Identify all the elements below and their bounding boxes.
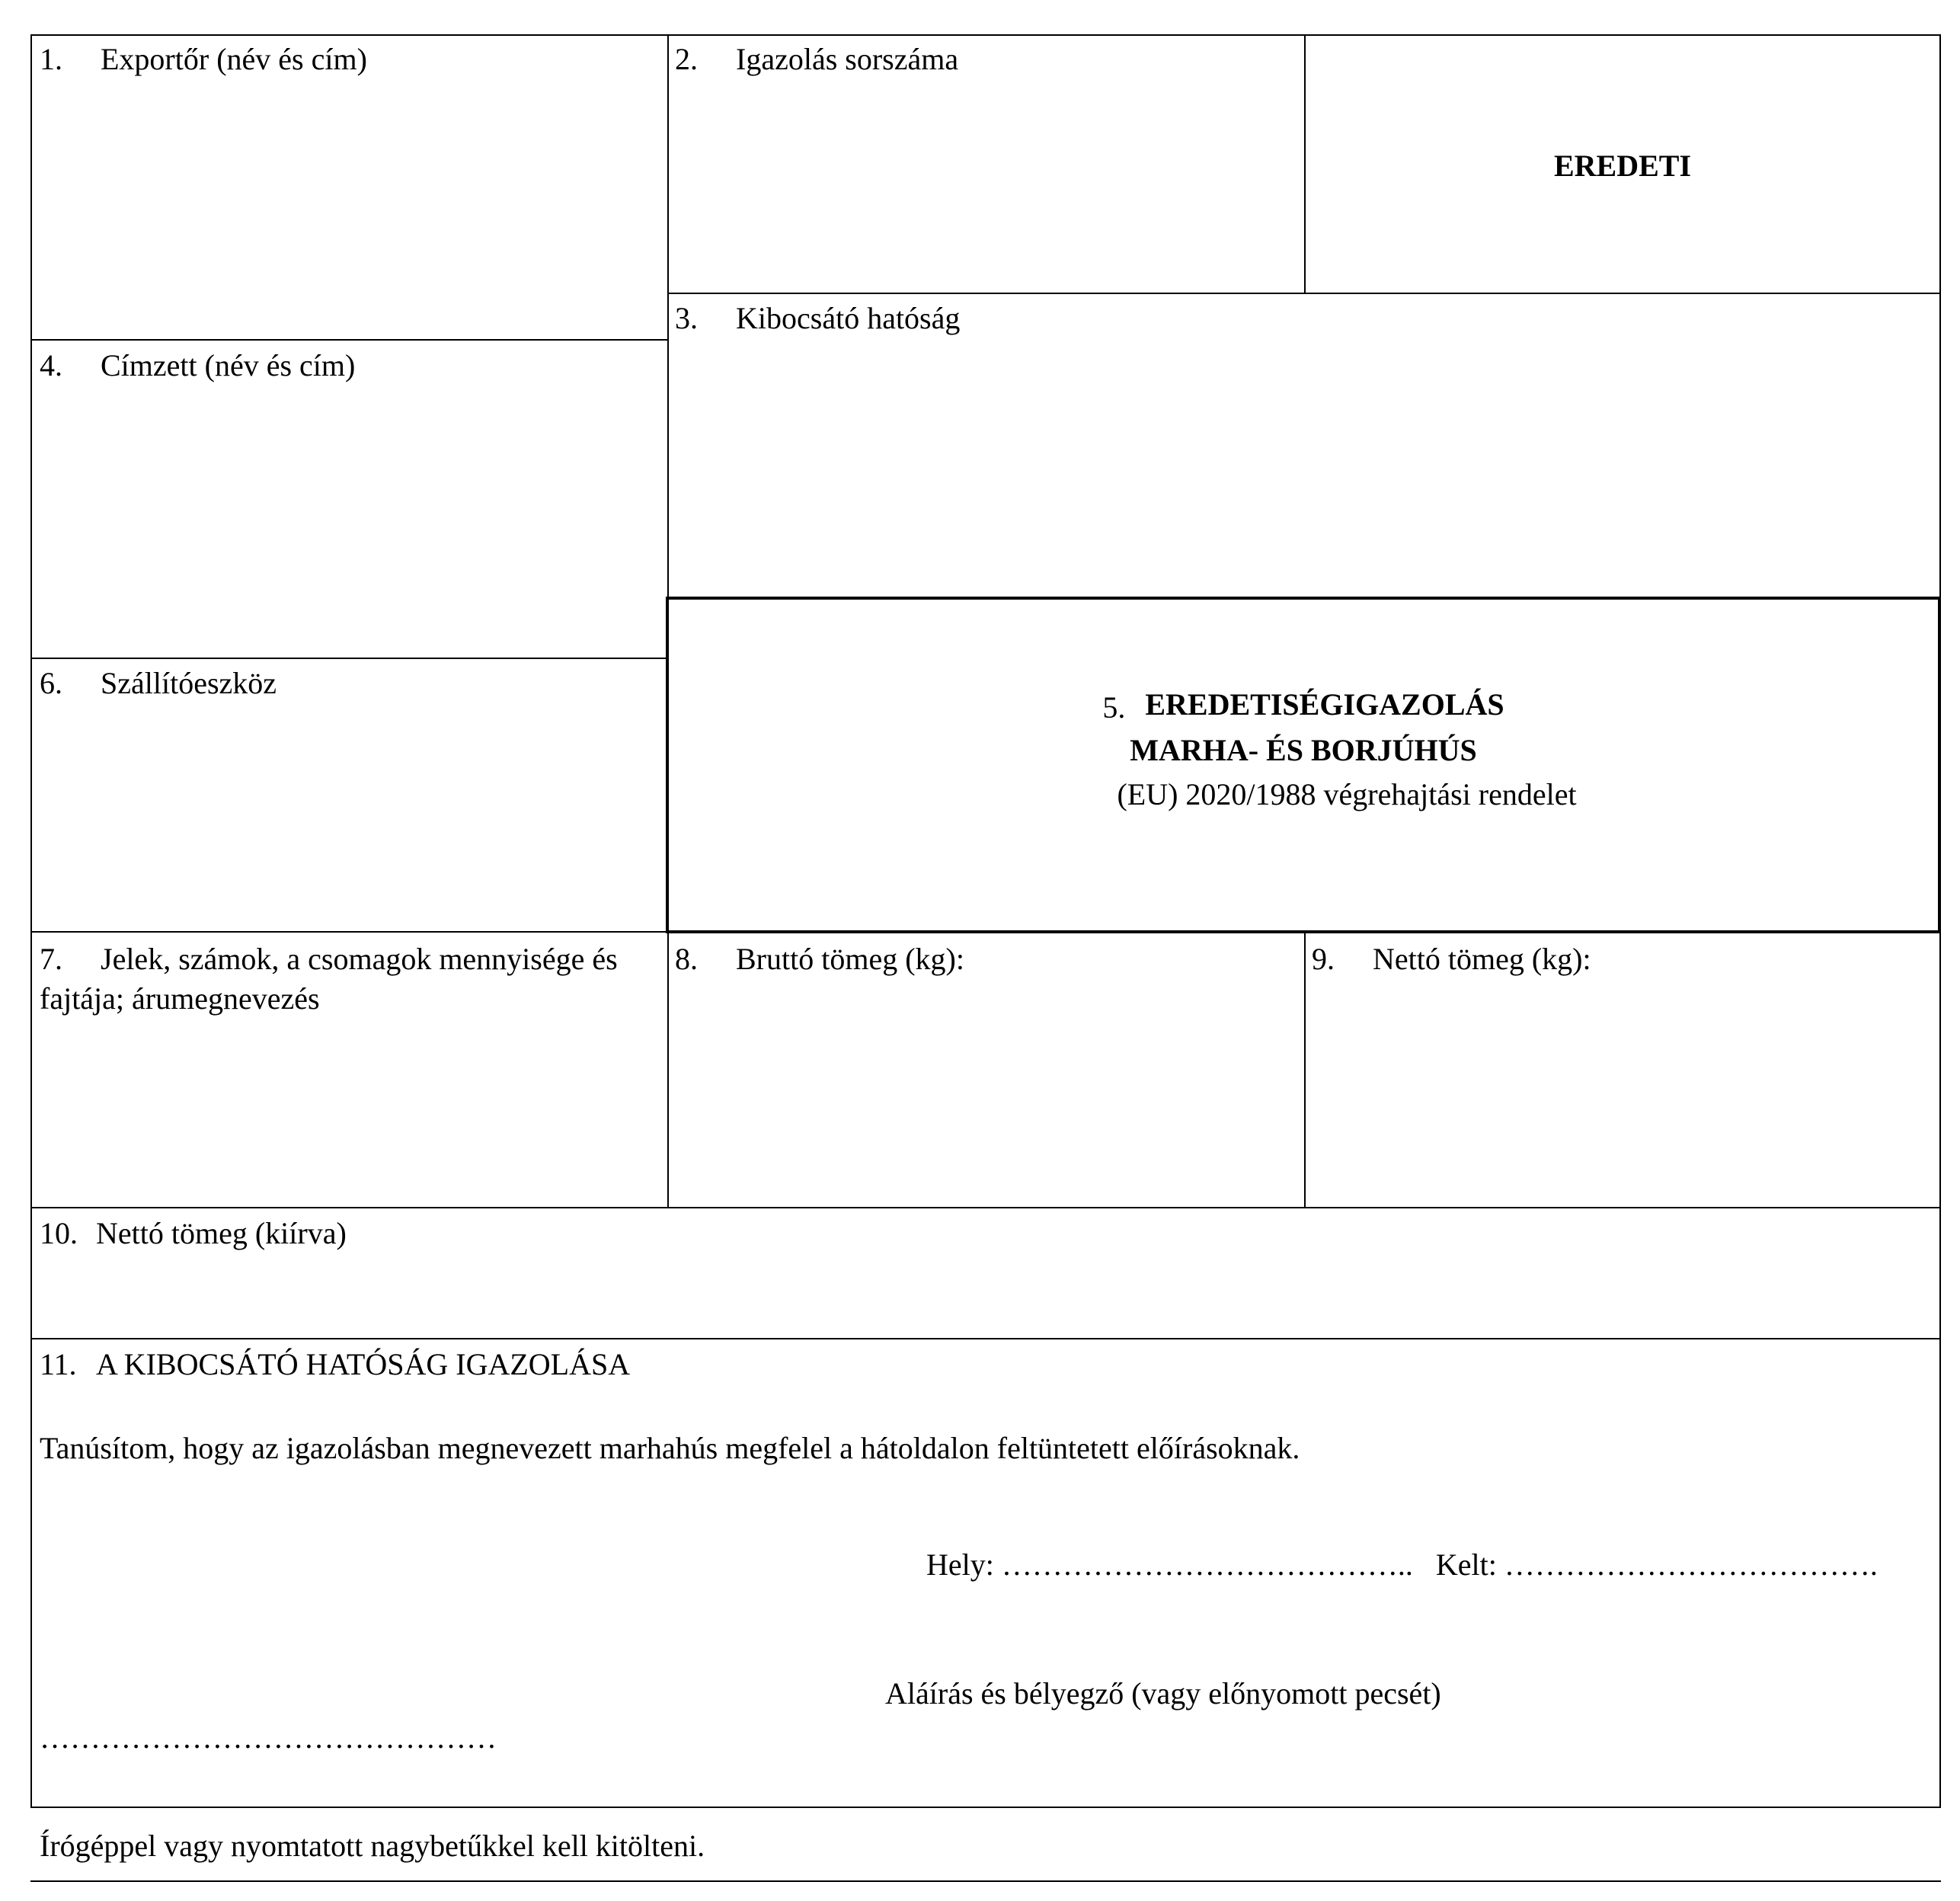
box10-number: 10. [40,1216,78,1250]
box5-border-top [666,597,1941,600]
box9-text: Nettó tömeg (kg): [1373,942,1591,976]
box5-regulation: (EU) 2020/1988 végrehajtási rendelet [1117,777,1577,811]
divider-row-11 [30,1338,1941,1339]
box3-label [675,299,961,338]
box3-number: 3. [675,301,698,335]
box3-text: Kibocsátó hatóság [736,301,961,335]
original-label: EREDETI [1553,149,1692,183]
divider-box1-box4 [30,339,669,341]
footer-rule [30,1880,1941,1882]
box10-text: Nettó tömeg (kiírva) [96,1216,347,1250]
box9-label [1312,940,1591,978]
box5-border-bottom [666,930,1941,933]
box8-text: Bruttó tömeg (kg): [736,942,964,976]
box5-border-right [1938,597,1941,933]
box5-title: EREDETISÉGIGAZOLÁS [1145,687,1504,722]
box8-label [675,940,964,978]
divider-row-10 [30,1207,1941,1208]
form-border-top [30,34,1941,36]
box7-label [40,940,618,978]
box2-text: Igazolás sorszáma [736,42,959,76]
box9-number: 9. [1312,942,1335,976]
box2-label [675,40,959,78]
box11-number: 11. [40,1347,77,1381]
box11-label [40,1346,631,1384]
box7-text-line2: fajtája; árumegnevezés [40,981,320,1016]
divider-box8-box9 [1304,932,1306,1208]
form-border-left [30,34,32,1808]
divider-row-7 [30,931,669,933]
box1-number: 1. [40,42,62,76]
form-border-bottom [30,1807,1941,1808]
box10-label [40,1215,347,1253]
box11-heading: A KIBOCSÁTÓ HATÓSÁG IGAZOLÁSA [96,1347,631,1381]
box5-subtitle: MARHA- ÉS BORJÚHÚS [1130,733,1477,767]
footer-note: Írógéppel vagy nyomtatott nagybetűkkel kell kitölteni. [40,1829,705,1863]
divider-box4-box6 [30,658,669,659]
box11-statement: Tanúsítom, hogy az igazolásban megnevezett marhahús megfelel a hátoldalon feltüntetett előírásoknak. [40,1431,1300,1465]
box6-text: Szállítóeszköz [101,666,277,700]
box1-text: Exportőr (név és cím) [101,42,367,76]
box6-label [40,664,277,702]
box1-label [40,40,367,78]
divider-box2-box3 [667,293,1941,294]
box11-place-date: Hely: ………………………………….. Kelt: ………………………………. [926,1547,1878,1582]
box11-signature-label: Aláírás és bélyegző (vagy előnyomott pecsét) [885,1676,1441,1711]
box8-number: 8. [675,942,698,976]
box7-text-line1: Jelek, számok, a csomagok mennyisége és [101,942,618,976]
box5-number: 5. [1102,690,1126,725]
box4-number: 4. [40,348,62,382]
box11-signature-dots: ……………………………………… [40,1720,497,1755]
box4-label [40,347,356,385]
box2-number: 2. [675,42,698,76]
box7-number: 7. [40,942,62,976]
box5-title-line [669,686,1938,724]
box6-number: 6. [40,666,62,700]
box4-text: Címzett (név és cím) [101,348,356,382]
